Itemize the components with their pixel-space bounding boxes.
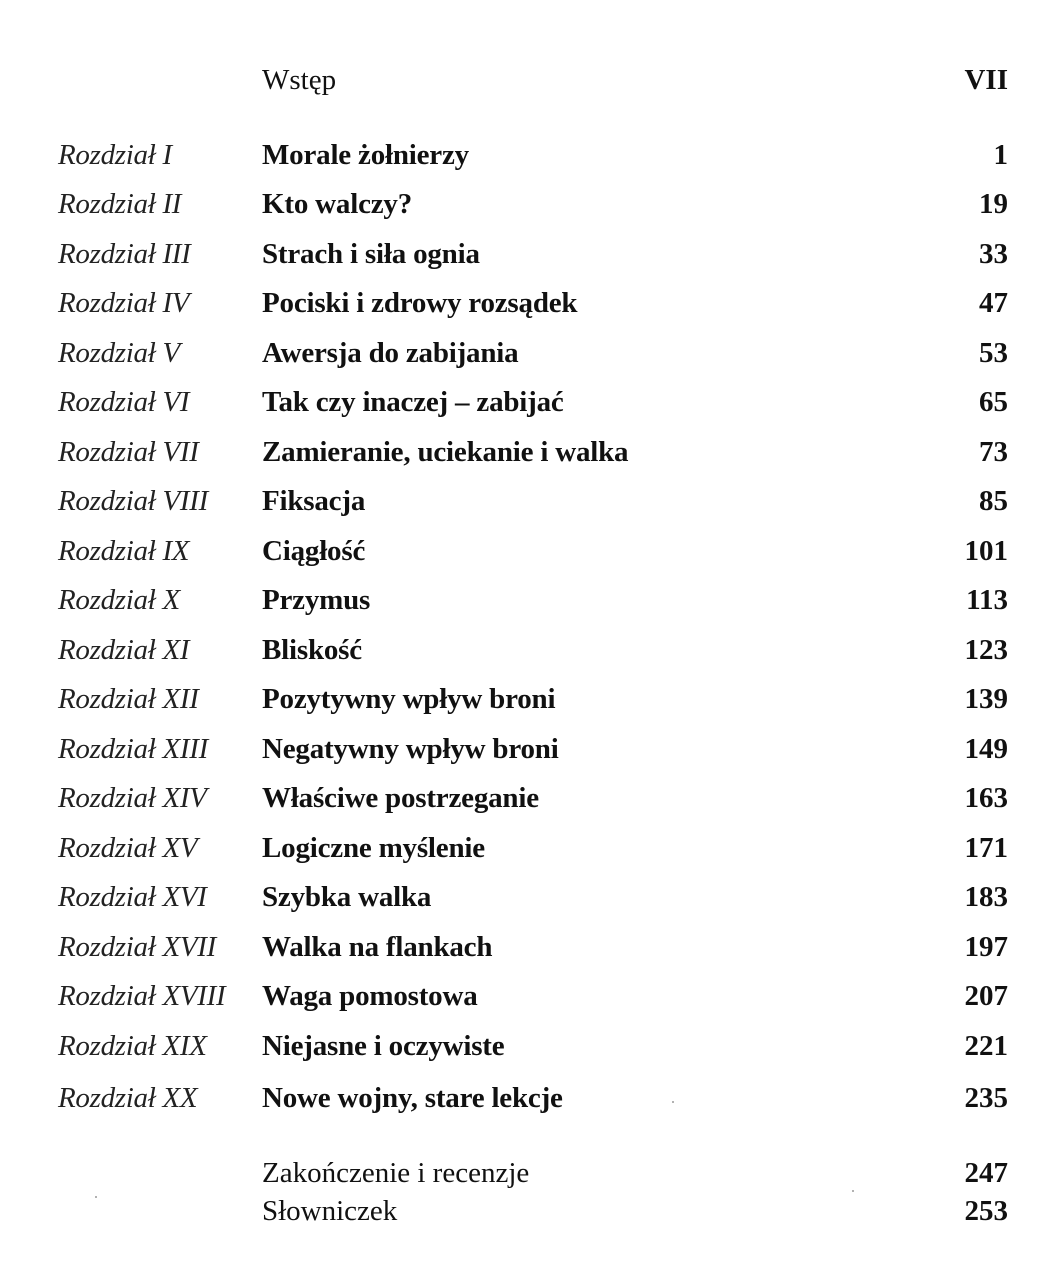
toc-back-matter-row <box>0 1191 1050 1235</box>
toc-chapter-row <box>0 778 1050 822</box>
toc-chapter-page: 221 <box>964 1030 1008 1062</box>
toc-chapter-label: Rozdział XVI <box>58 881 207 913</box>
toc-chapter-label: Rozdział XIV <box>58 782 207 814</box>
toc-chapter-row <box>0 580 1050 624</box>
toc-chapter-page: 163 <box>964 782 1008 814</box>
toc-chapter-label: Rozdział XV <box>58 832 198 864</box>
toc-chapter-label: Rozdział IV <box>58 287 190 319</box>
toc-back-matter-title: Zakończenie i recenzje <box>262 1157 530 1189</box>
toc-chapter-page: 113 <box>966 584 1008 616</box>
toc-chapter-title: Walka na flankach <box>262 931 493 963</box>
toc-chapter-page: 139 <box>964 683 1008 715</box>
toc-chapter-row <box>0 1026 1050 1070</box>
toc-chapter-row <box>0 283 1050 327</box>
toc-chapter-title: Awersja do zabijania <box>262 337 519 369</box>
toc-back-matter-title: Słowniczek <box>262 1195 398 1227</box>
toc-chapter-row <box>0 877 1050 921</box>
toc-intro-page: VII <box>964 64 1008 96</box>
toc-chapter-row <box>0 828 1050 872</box>
toc-chapter-label: Rozdział XX <box>58 1082 198 1114</box>
toc-chapter-label: Rozdział V <box>58 337 180 369</box>
toc-chapter-page: 123 <box>964 634 1008 666</box>
toc-back-matter-page: 247 <box>964 1157 1008 1189</box>
toc-chapter-title: Pociski i zdrowy rozsądek <box>262 287 578 319</box>
toc-chapter-label: Rozdział III <box>58 238 191 270</box>
toc-chapter-row <box>0 1078 1050 1122</box>
toc-back-matter-page: 253 <box>964 1195 1008 1227</box>
toc-chapter-page: 149 <box>964 733 1008 765</box>
toc-chapter-title: Szybka walka <box>262 881 432 913</box>
toc-chapter-page: 33 <box>979 238 1008 270</box>
toc-chapter-title: Nowe wojny, stare lekcje <box>262 1082 563 1114</box>
toc-chapter-page: 197 <box>964 931 1008 963</box>
toc-chapter-page: 85 <box>979 485 1008 517</box>
toc-chapter-page: 47 <box>979 287 1008 319</box>
toc-chapter-page: 183 <box>964 881 1008 913</box>
toc-chapter-row <box>0 630 1050 674</box>
toc-chapter-row <box>0 729 1050 773</box>
toc-chapter-label: Rozdział XVIII <box>58 980 226 1012</box>
toc-chapter-row <box>0 382 1050 426</box>
toc-chapter-row <box>0 531 1050 575</box>
scan-speck <box>672 1101 674 1103</box>
toc-chapter-page: 65 <box>979 386 1008 418</box>
toc-chapter-label: Rozdział XI <box>58 634 190 666</box>
toc-chapter-label: Rozdział II <box>58 188 182 220</box>
toc-chapter-page: 19 <box>979 188 1008 220</box>
toc-chapter-title: Waga pomostowa <box>262 980 478 1012</box>
toc-chapter-row <box>0 976 1050 1020</box>
toc-chapter-title: Ciągłość <box>262 535 366 567</box>
toc-chapter-title: Fiksacja <box>262 485 366 517</box>
toc-chapter-title: Negatywny wpływ broni <box>262 733 559 765</box>
toc-chapter-label: Rozdział IX <box>58 535 190 567</box>
toc-chapter-label: Rozdział VIII <box>58 485 208 517</box>
toc-chapter-title: Zamieranie, uciekanie i walka <box>262 436 629 468</box>
toc-chapter-label: Rozdział XIII <box>58 733 208 765</box>
scan-speck <box>95 1196 97 1198</box>
toc-chapter-label: Rozdział X <box>58 584 180 616</box>
toc-chapter-row <box>0 333 1050 377</box>
toc-chapter-row <box>0 679 1050 723</box>
toc-chapter-page: 53 <box>979 337 1008 369</box>
toc-chapter-title: Właściwe postrzeganie <box>262 782 539 814</box>
toc-chapter-label: Rozdział XIX <box>58 1030 207 1062</box>
toc-chapter-row <box>0 135 1050 179</box>
toc-chapter-title: Tak czy inaczej – zabijać <box>262 386 564 418</box>
toc-chapter-title: Niejasne i oczywiste <box>262 1030 505 1062</box>
toc-chapter-title: Morale żołnierzy <box>262 139 469 171</box>
scan-speck <box>852 1190 854 1192</box>
toc-chapter-label: Rozdział VII <box>58 436 199 468</box>
toc-chapter-label: Rozdział XII <box>58 683 199 715</box>
toc-chapter-label: Rozdział I <box>58 139 172 171</box>
toc-chapter-title: Strach i siła ognia <box>262 238 480 270</box>
toc-chapter-title: Przymus <box>262 584 371 616</box>
toc-intro-title: Wstęp <box>262 64 337 96</box>
toc-chapter-page: 235 <box>964 1082 1008 1114</box>
toc-chapter-page: 73 <box>979 436 1008 468</box>
toc-chapter-page: 207 <box>964 980 1008 1012</box>
toc-chapter-label: Rozdział VI <box>58 386 190 418</box>
toc-chapter-row <box>0 927 1050 971</box>
toc-chapter-page: 1 <box>993 139 1008 171</box>
toc-chapter-title: Kto walczy? <box>262 188 413 220</box>
toc-chapter-label: Rozdział XVII <box>58 931 216 963</box>
toc-chapter-row <box>0 432 1050 476</box>
toc-chapter-page: 171 <box>964 832 1008 864</box>
toc-chapter-row <box>0 234 1050 278</box>
toc-chapter-title: Bliskość <box>262 634 362 666</box>
toc-chapter-title: Logiczne myślenie <box>262 832 485 864</box>
toc-chapter-page: 101 <box>964 535 1008 567</box>
toc-chapter-title: Pozytywny wpływ broni <box>262 683 556 715</box>
toc-intro-row <box>0 60 1050 104</box>
toc-chapter-row <box>0 184 1050 228</box>
toc-chapter-row <box>0 481 1050 525</box>
